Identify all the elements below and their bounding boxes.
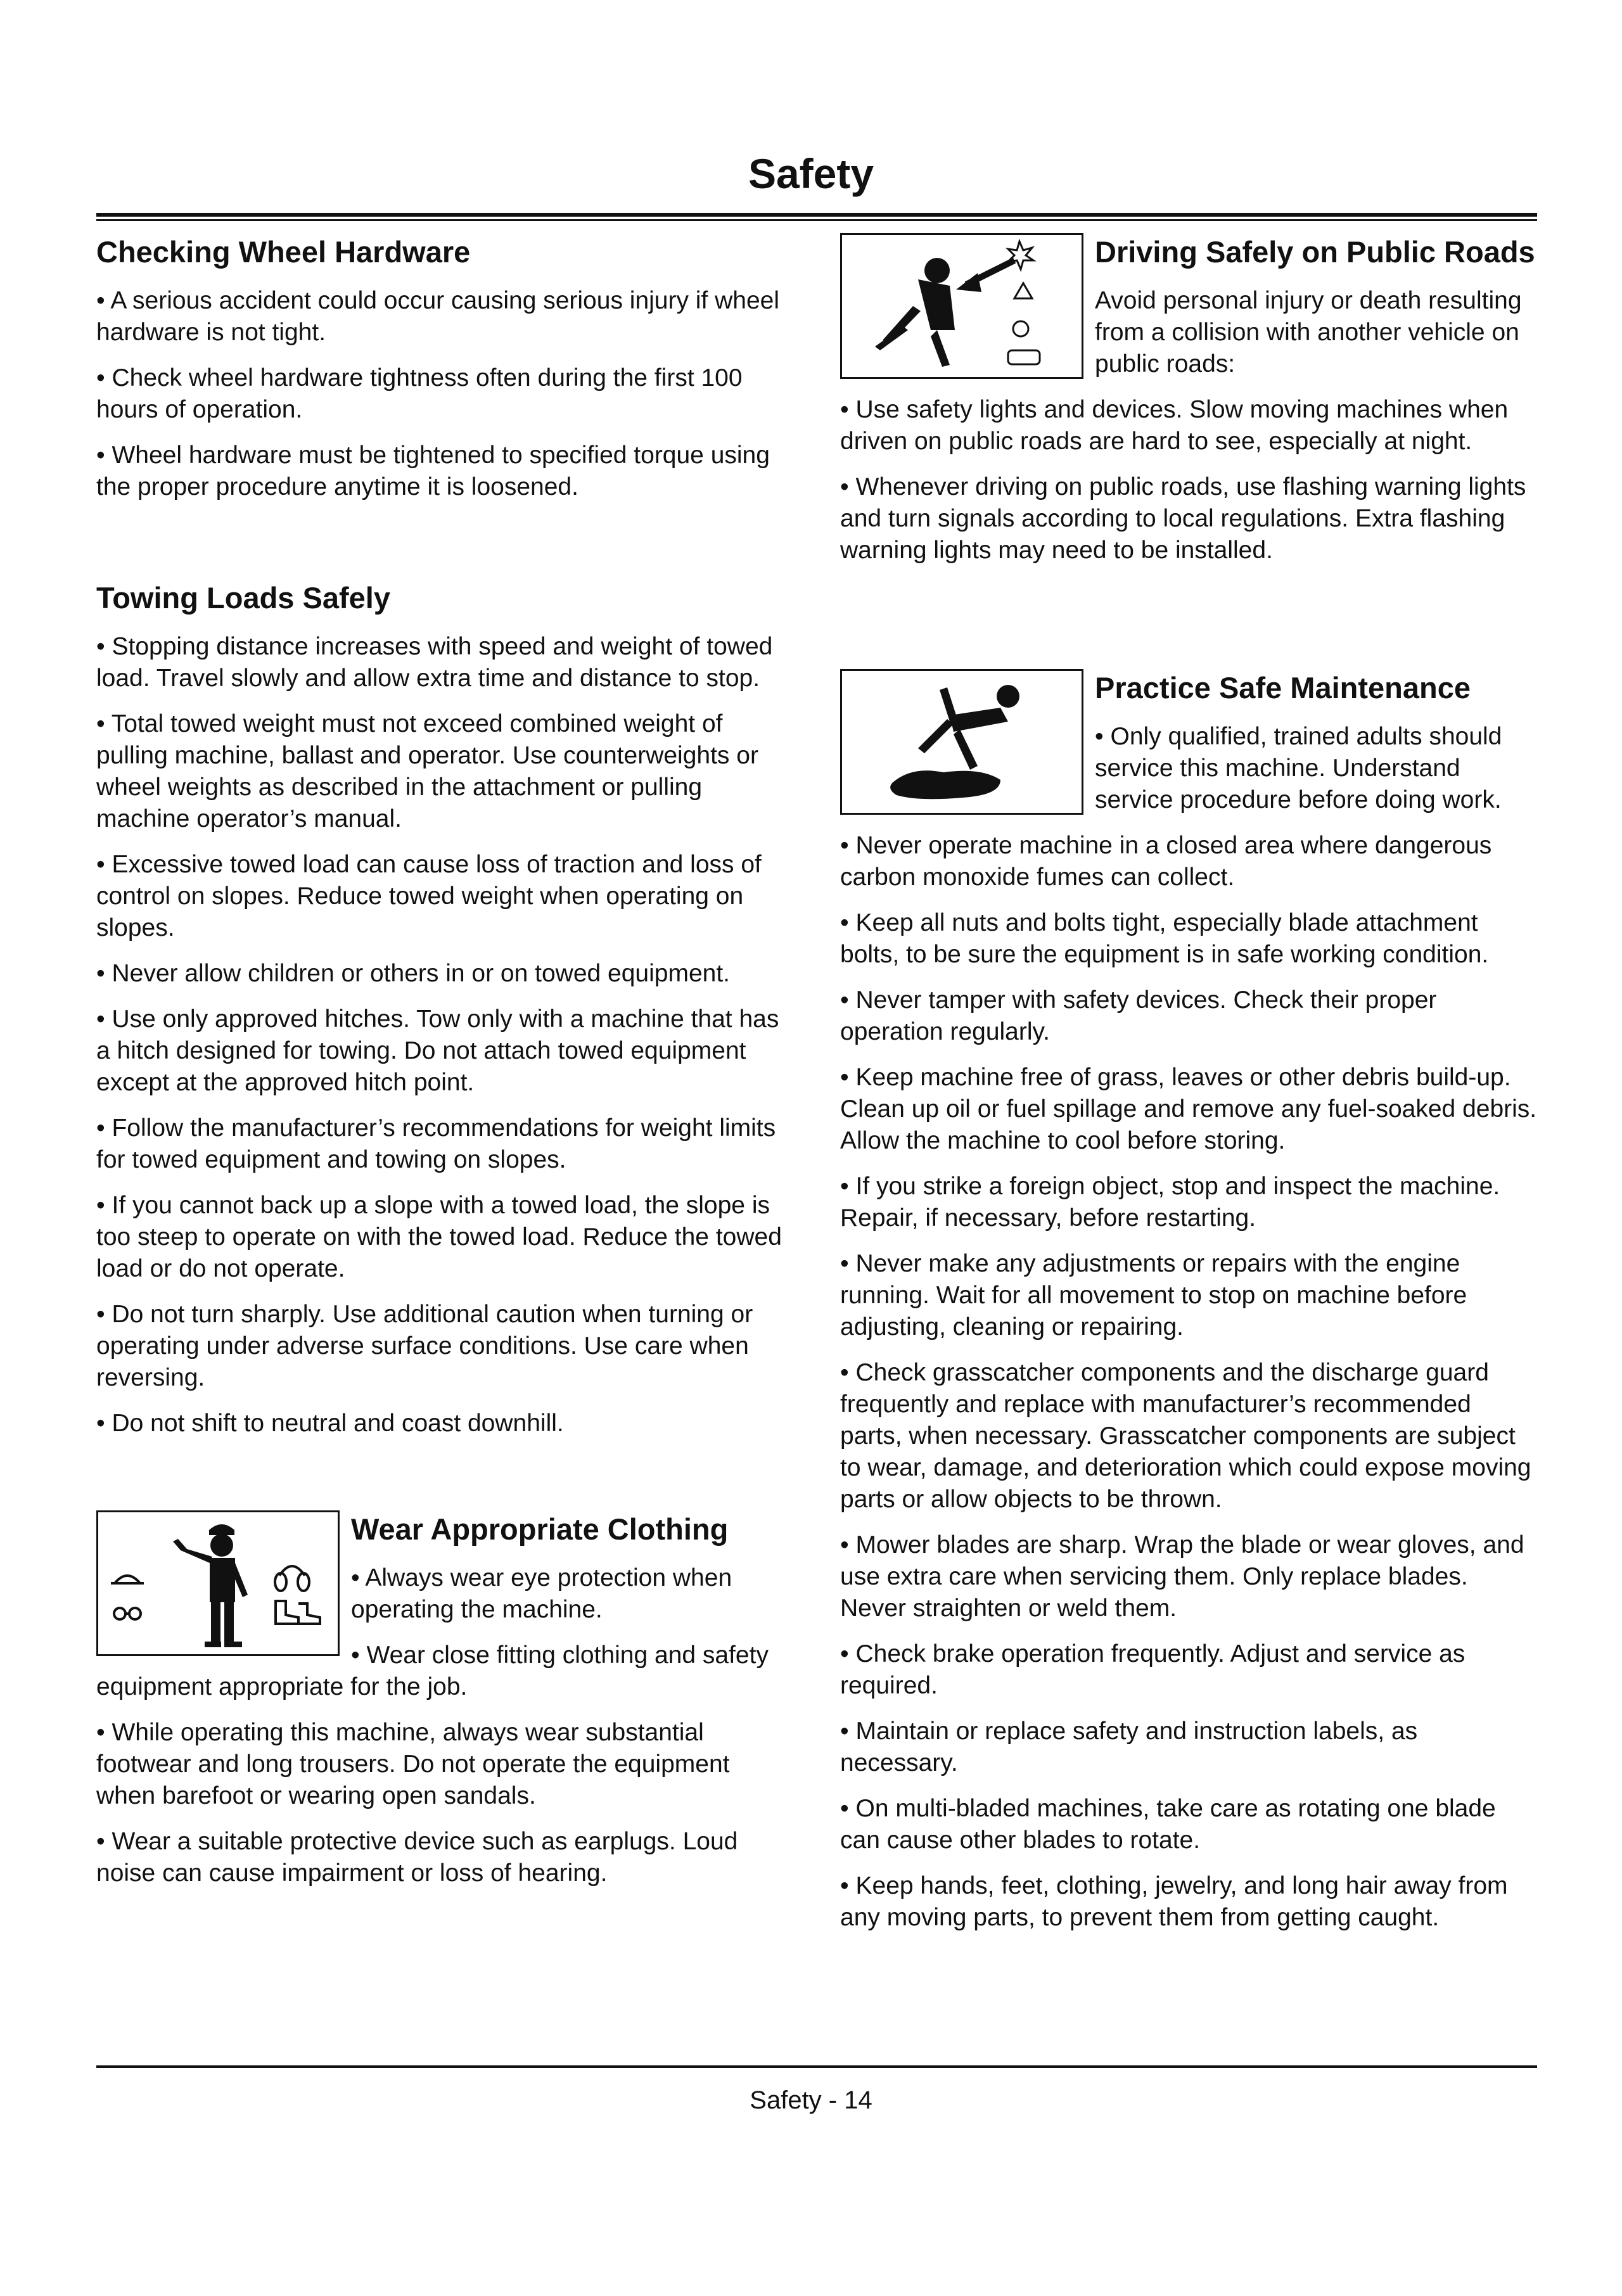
bullet-item: • Never operate machine in a closed area where dangerous carbon monoxide fumes can collect. [840, 832, 1492, 891]
bullet-item: • Excessive towed load can cause loss of traction and loss of control on slopes. Reduce towed weight when operating on slopes. [96, 851, 762, 941]
bullet-item: • Stopping distance increases with speed and weight of towed load. Travel slowly and allow extra time and distance to stop. [96, 633, 773, 692]
section-heading: Practice Safe Maintenance [1095, 671, 1471, 705]
section-practice-safe-maintenance [840, 669, 1537, 1948]
bullet-item: • Maintain or replace safety and instruction labels, as necessary. [840, 1718, 1418, 1776]
section-driving-safely-on-public-roads [840, 233, 1537, 580]
left-column [96, 233, 788, 1903]
road-collision-figure [840, 233, 1083, 379]
bullet-item: • Wear a suitable protective device such as earplugs. Loud noise can cause impairment or loss of hearing. [96, 1828, 738, 1887]
right-column [840, 233, 1537, 1948]
bullet-item: • Keep all nuts and bolts tight, especially blade attachment bolts, to be sure the equipment is in safe working condition. [840, 909, 1489, 968]
bullet-item: • Never tamper with safety devices. Check their proper operation regularly. [840, 986, 1437, 1045]
section-heading: Driving Safely on Public Roads [1095, 235, 1535, 269]
bullet-item: • Keep machine free of grass, leaves or other debris build-up. Clean up oil or fuel spillage and remove any fuel-soaked debris. Allow the machine to cool before storing. [840, 1064, 1537, 1154]
bullet-item: • If you strike a foreign object, stop and inspect the machine. Repair, if necessary, before restarting. [840, 1173, 1500, 1232]
protective-gear-figure [96, 1510, 340, 1656]
bullet-item: • Check wheel hardware tightness often during the first 100 hours of operation. [96, 364, 743, 423]
section-towing-loads-safely [96, 579, 788, 1439]
footer-rule [96, 2065, 1537, 2068]
bullet-item: • If you cannot back up a slope with a towed load, the slope is too steep to operate on with the towed load. Reduce the towed load or do not operate. [96, 1192, 782, 1282]
bullet-item: • Mower blades are sharp. Wrap the blade or wear gloves, and use extra care when servicing them. Only replace blades. Never straighten or weld them. [840, 1531, 1524, 1622]
section-heading: Checking Wheel Hardware [96, 235, 471, 269]
page-footer: Safety - 14 [750, 2086, 872, 2114]
header-rule [96, 213, 1537, 222]
slip-fall-icon [842, 671, 1082, 813]
road-collision-icon [842, 235, 1082, 377]
bullet-item: • Whenever driving on public roads, use flashing warning lights and turn signals according to local regulations. Extra flashing warning lights may need to be installed. [840, 473, 1526, 564]
bullet-item: • Never make any adjustments or repairs with the engine running. Wait for all movement to stop on machine before adjusting, cleaning or repairing. [840, 1250, 1467, 1341]
bullet-item: • Keep hands, feet, clothing, jewelry, and long hair away from any moving parts, to prevent them from getting caught. [840, 1872, 1508, 1931]
bullet-item: • Always wear eye protection when operating the machine. [351, 1564, 732, 1623]
bullet-item: • Check brake operation frequently. Adjust and service as required. [840, 1640, 1466, 1699]
bullet-item: • Total towed weight must not exceed combined weight of pulling machine, ballast and operator. Use counterweights or wheel weights as described in the attachment or pulling machine operator’s manual. [96, 710, 758, 832]
protective-gear-icon [98, 1512, 338, 1654]
section-wear-appropriate-clothing [96, 1510, 788, 1903]
bullet-item: • Use safety lights and devices. Slow moving machines when driven on public roads are hard to see, especially at night. [840, 396, 1509, 455]
bullet-item: • While operating this machine, always wear substantial footwear and long trousers. Do not operate the equipment when barefoot or wearing open sandals. [96, 1719, 730, 1809]
bullet-item: • Follow the manufacturer’s recommendations for weight limits for towed equipment and towing on slopes. [96, 1114, 776, 1173]
section-checking-wheel-hardware [96, 233, 788, 503]
bullet-item: • Check grasscatcher components and the discharge guard frequently and replace with manufacturer’s recommended parts, when necessary. Grasscatcher components are subject to wear, damage, and deterioration which could expose moving parts or allow objects to be thrown. [840, 1359, 1531, 1513]
section-intro: Avoid personal injury or death resulting from a collision with another vehicle on public roads: [1095, 287, 1522, 378]
bullet-item: • Never allow children or others in or on towed equipment. [96, 960, 731, 987]
bullet-item: • On multi-bladed machines, take care as rotating one blade can cause other blades to rotate. [840, 1795, 1496, 1854]
slip-fall-figure [840, 669, 1083, 815]
bullet-item: • Do not turn sharply. Use additional caution when turning or operating under adverse surface conditions. Use care when reversing. [96, 1301, 753, 1391]
section-heading: Towing Loads Safely [96, 581, 390, 615]
bullet-item: • A serious accident could occur causing serious injury if wheel hardware is not tight. [96, 287, 780, 346]
bullet-item: • Wheel hardware must be tightened to specified torque using the proper procedure anytime it is loosened. [96, 442, 770, 501]
bullet-item: • Do not shift to neutral and coast downhill. [96, 1410, 564, 1437]
page-title: Safety [748, 150, 874, 197]
bullet-item: • Only qualified, trained adults should service this machine. Understand service procedure before doing work. [1095, 723, 1502, 813]
section-heading: Wear Appropriate Clothing [351, 1512, 729, 1546]
bullet-item: • Use only approved hitches. Tow only with a machine that has a hitch designed for towing. Do not attach towed equipment except at the approved hitch point. [96, 1005, 779, 1096]
bullet-item: • Wear close fitting clothing and safety equipment appropriate for the job. [96, 1642, 769, 1700]
